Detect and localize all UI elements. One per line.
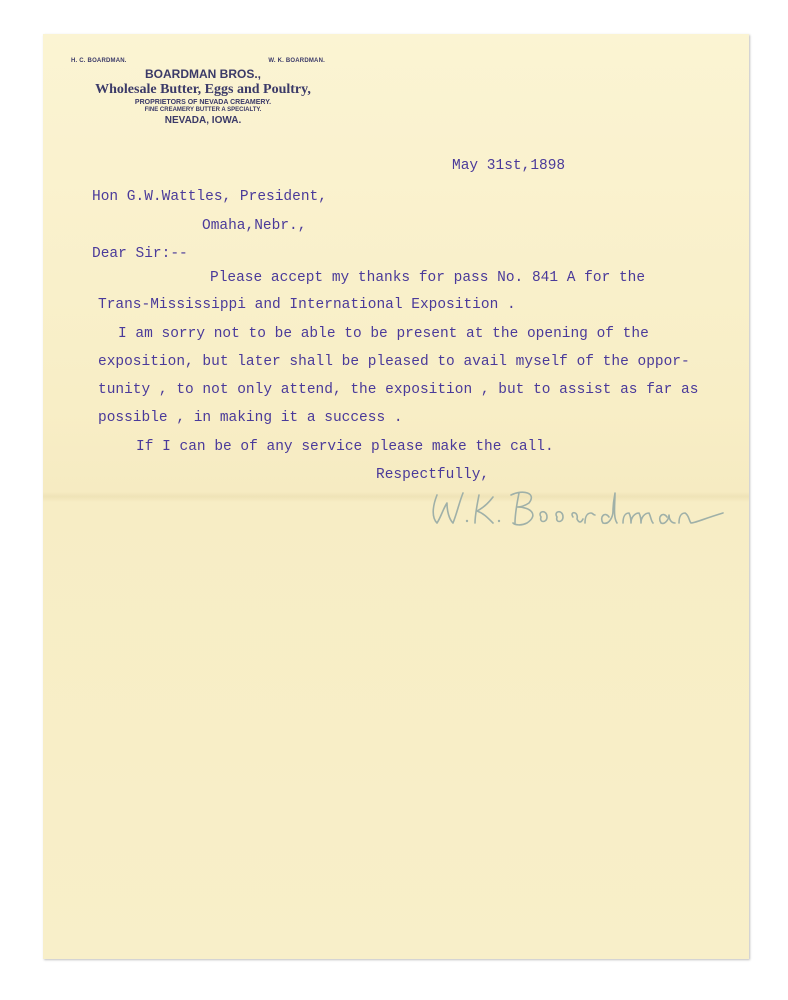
body-line: possible , in making it a success .	[98, 410, 403, 426]
firm-name: BOARDMAN BROS.,	[145, 67, 261, 81]
recipient-line-2: Omaha,Nebr.,	[202, 218, 307, 234]
handwritten-signature	[423, 483, 733, 531]
letterhead	[53, 58, 353, 126]
body-line: Trans-Mississippi and International Exposition .	[98, 297, 516, 313]
firm-trade: Wholesale Butter, Eggs and Poultry,	[95, 82, 311, 97]
body-line: If I can be of any service please make the call.	[136, 439, 554, 455]
salutation: Dear Sir:--	[92, 246, 188, 262]
firm-specialty: FINE CREAMERY BUTTER A SPECIALTY.	[144, 107, 262, 113]
body-line: exposition, but later shall be pleased to avail myself of the oppor-	[98, 354, 690, 370]
body-line: tunity , to not only attend, the exposition , but to assist as far as	[98, 382, 699, 398]
firm-location: NEVADA, IOWA.	[164, 115, 242, 126]
recipient-line-1: Hon G.W.Wattles, President,	[92, 189, 327, 205]
letterhead-partners	[53, 58, 353, 64]
body-line: I am sorry not to be able to be present at the opening of the	[118, 326, 649, 342]
partner-left: H. C. BOARDMAN.	[71, 58, 127, 64]
body-line: Please accept my thanks for pass No. 841 A for the	[210, 270, 646, 286]
firm-proprietors: PROPRIETORS OF NEVADA CREAMERY.	[134, 99, 272, 106]
letter-paper	[43, 34, 749, 959]
partner-right: W. K. BOARDMAN.	[268, 58, 325, 64]
letter-date: May 31st,1898	[452, 158, 566, 174]
closing: Respectfully,	[376, 467, 490, 483]
